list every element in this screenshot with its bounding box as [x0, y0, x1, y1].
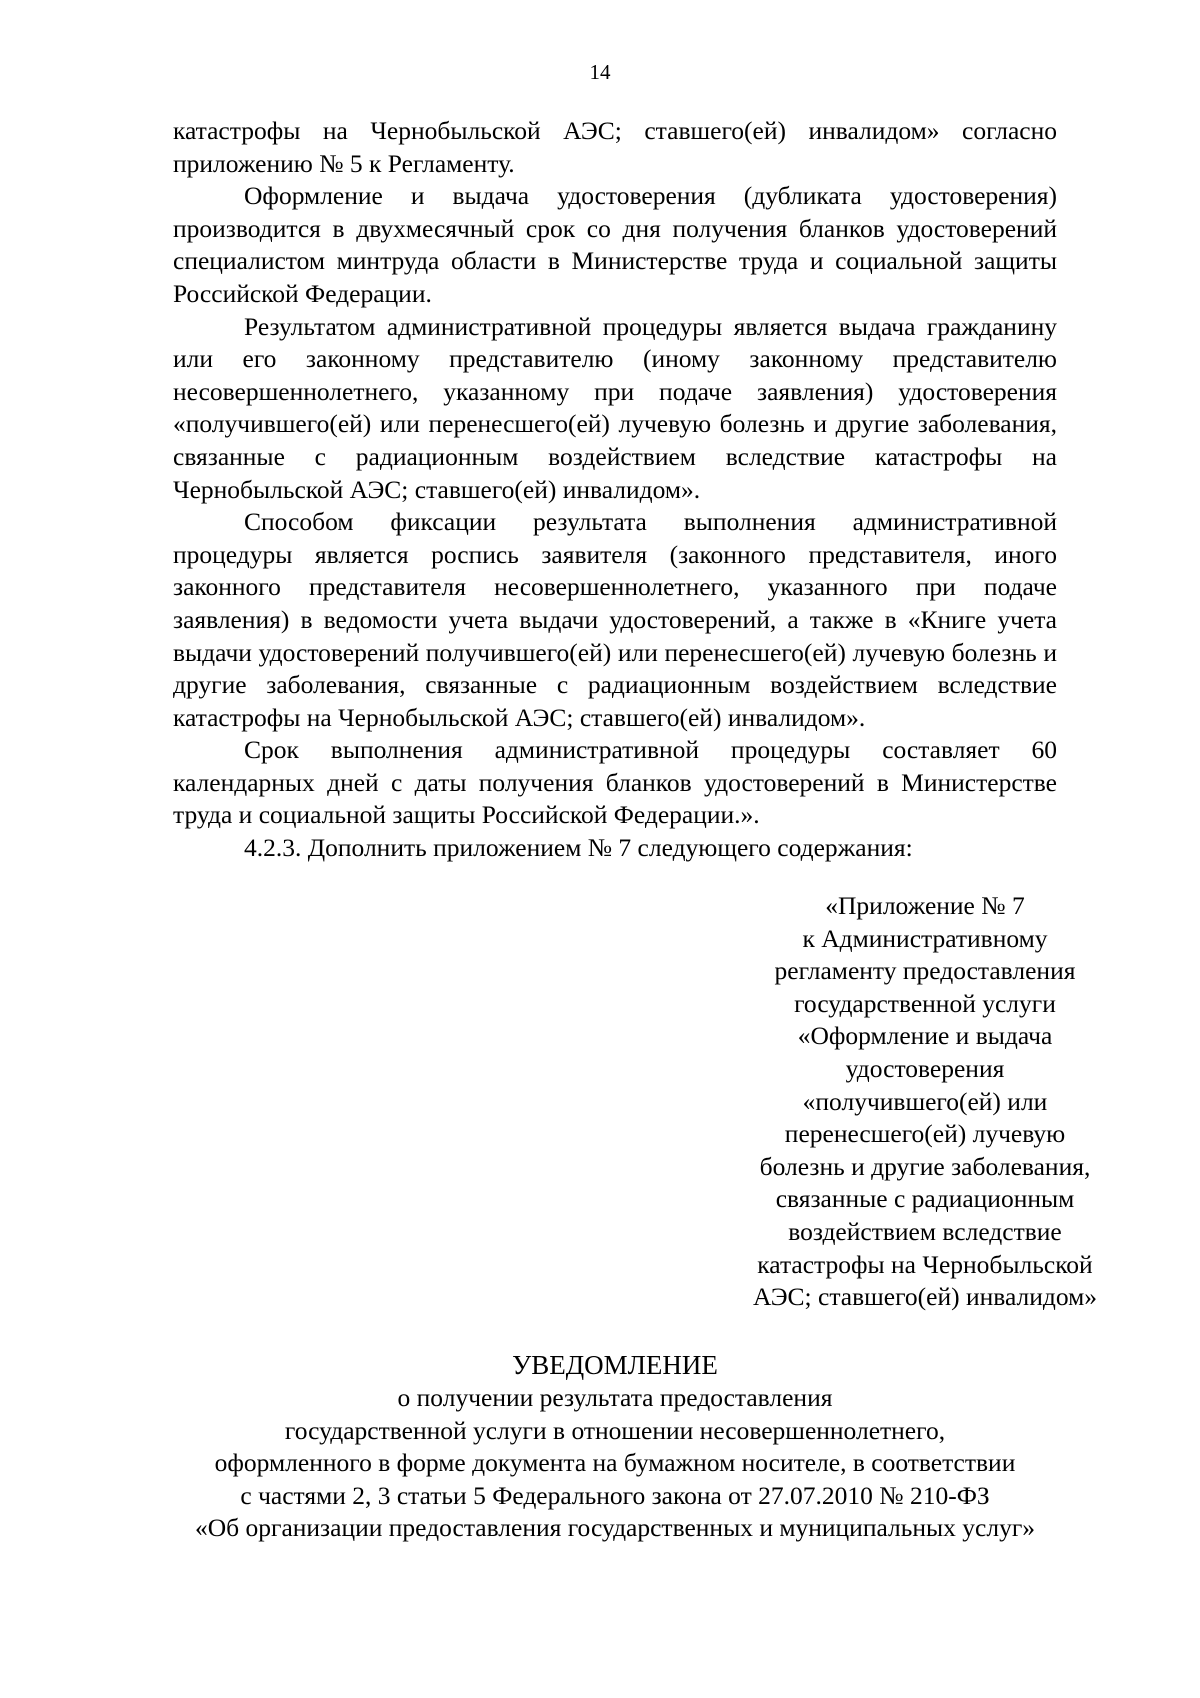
appendix-line: регламенту предоставления [774, 956, 1076, 986]
body-text [173, 115, 1057, 865]
paragraph-procedure-result: Результатом административной процедуры является выдача гражданину или его законному представителю (иному законному представителю несовершеннолетнего, указанному при подаче заявления) удостоверения «получившего(ей) или перенесшего(ей) лучевую болезнь и другие заболевания, связанные с радиационным воздействием вследствие катастрофы на Чернобыльской АЭС; ставшего(ей) инвалидом». [173, 311, 1057, 504]
appendix-line: к Административному [802, 923, 1048, 953]
paragraph-execution-term: Срок выполнения административной процедуры составляет 60 календарных дней с даты получения бланков удостоверений в Министерстве труда и социальной защиты Российской Федерации.». [173, 735, 1057, 830]
appendix-line: воздействием вследствие [788, 1216, 1062, 1246]
appendix-line: связанные с радиационным [775, 1184, 1075, 1214]
appendix-line: перенесшего(ей) лучевую [784, 1119, 1066, 1149]
notice-block [173, 1348, 1057, 1545]
appendix-line: удостоверения [845, 1053, 1005, 1083]
notice-title: УВЕДОМЛЕНИЕ [512, 1350, 718, 1380]
paragraph-continuation: катастрофы на Чернобыльской АЭС; ставшего(ей) инвалидом» согласно приложению № 5 к Регламенту. [173, 116, 1057, 178]
appendix-line: государственной услуги [794, 988, 1056, 1018]
paragraph-amendment: 4.2.3. Дополнить приложением № 7 следующего содержания: [244, 833, 913, 863]
page-number: 14 [589, 60, 611, 84]
appendix-line: катастрофы на Чернобыльской [757, 1249, 1093, 1279]
notice-subtitle-line: оформленного в форме документа на бумажном носителе, в соответствии [214, 1448, 1016, 1478]
notice-subtitle-line: «Об организации предоставления государственных и муниципальных услуг» [194, 1513, 1036, 1543]
paragraph-issuance-term: Оформление и выдача удостоверения (дубликата удостоверения) производится в двухмесячный срок со дня получения бланков удостоверений специалистом минтруда области в Министерстве труда и социальной защиты Российской Федерации. [173, 181, 1057, 308]
notice-subtitle-line: государственной услуги в отношении несовершеннолетнего, [284, 1415, 946, 1445]
notice-subtitle-line: с частями 2, 3 статьи 5 Федерального закона от 27.07.2010 № 210-ФЗ [240, 1480, 990, 1510]
appendix-header [730, 890, 1120, 1314]
appendix-line: болезнь и другие заболевания, [759, 1151, 1091, 1181]
paragraph-result-recording: Способом фиксации результата выполнения административной процедуры является роспись заявителя (законного представителя, иного законного представителя несовершеннолетнего, указанного при подаче заявления) в ведомости учета выдачи удостоверений, а также в «Книге учета выдачи удостоверений получившего(ей) или перенесшего(ей) лучевую болезнь и другие заболевания, связанные с радиационным воздействием вследствие катастрофы на Чернобыльской АЭС; ставшего(ей) инвалидом». [173, 507, 1057, 732]
appendix-line: АЭС; ставшего(ей) инвалидом» [752, 1282, 1098, 1312]
appendix-line: «Приложение № 7 [825, 891, 1025, 920]
appendix-line: «получившего(ей) или [802, 1086, 1048, 1116]
notice-subtitle-line: о получении результата предоставления [397, 1383, 833, 1412]
appendix-line: «Оформление и выдача [797, 1021, 1053, 1051]
